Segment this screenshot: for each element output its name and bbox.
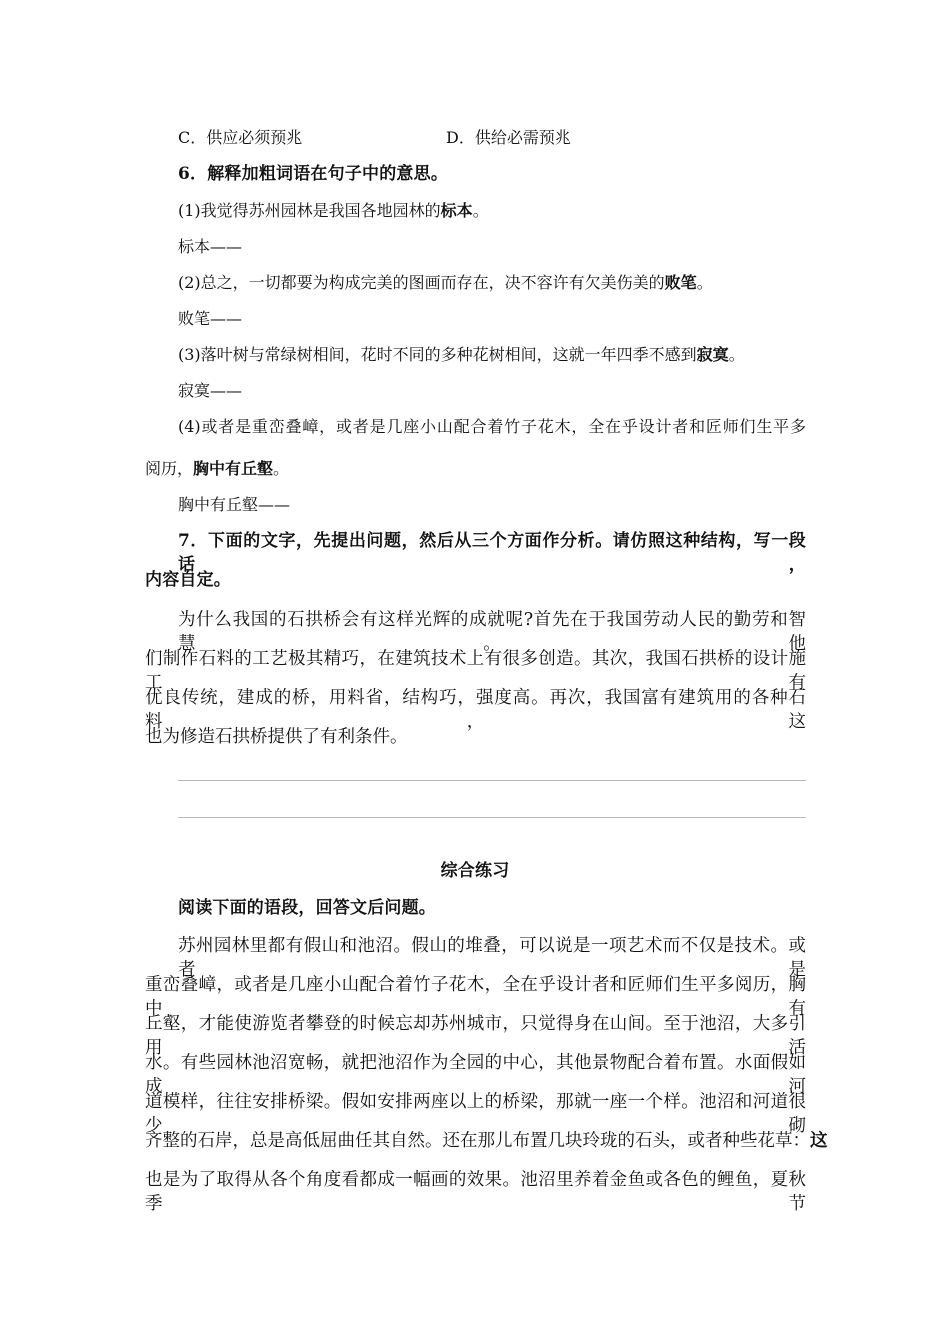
passage-line: 也是为了取得从各个角度看都成一幅画的效果。池沼里养着金鱼或各色的鲤鱼，夏秋季节: [145, 1170, 806, 1214]
section-title: 综合练习: [440, 861, 510, 881]
bold-term: 标本: [440, 201, 473, 220]
option-d: D．供给必需预兆: [446, 128, 571, 147]
passage-line: 丘壑，才能使游览者攀登的时候忘却苏州城市，只觉得身在山间。至于池沼，大多引用活: [145, 1014, 806, 1058]
passage-line: 水。有些园林池沼宽畅，就把池沼作为全园的中心，其他景物配合着布置。水面假如成河: [145, 1053, 806, 1097]
q6-answer-1: 标本——: [178, 237, 243, 256]
q7-heading-line2: 内容自定。: [145, 570, 231, 590]
answer-line[interactable]: [178, 780, 806, 781]
q6-heading: 6．解释加粗词语在句子中的意思。: [178, 164, 449, 184]
q6-answer-3: 寂寞——: [178, 381, 243, 400]
answer-line[interactable]: [178, 817, 806, 818]
option-c: C．供应必须预兆: [178, 128, 303, 147]
q7-passage-line: 们制作石料的工艺极其精巧，在建筑技术上有很多创造。其次，我国石拱桥的设计施工有: [145, 649, 806, 693]
bold-char: 这: [810, 1131, 828, 1151]
bold-term: 胸中有丘壑: [193, 459, 274, 478]
passage-line: 道模样，往往安排桥梁。假如安排两座以上的桥梁，那就一座一个样。池沼和河道很少砌: [145, 1092, 806, 1136]
q7-passage-line: 为什么我国的石拱桥会有这样光辉的成就呢?首先在于我国劳动人民的勤劳和智慧。他: [178, 610, 806, 654]
bold-term: 寂寞: [696, 345, 729, 364]
q6-answer-2: 败笔——: [178, 309, 243, 328]
passage-line: 重峦叠嶂，或者是几座小山配合着竹子花木，全在乎设计者和匠师们生平多阅历，胸中有: [145, 975, 806, 1019]
section-instruction: 阅读下面的语段，回答文后问题。: [178, 898, 436, 918]
q7-heading-line1: 7．下面的文字，先提出问题，然后从三个方面作分析。请仿照这种结构，写一段话，: [178, 531, 806, 575]
q6-answer-4: 胸中有丘壑——: [178, 495, 291, 514]
q6-item-3: (3)落叶树与常绿树相间，花时不同的多种花树相间，这就一年四季不感到寂寞。: [178, 345, 745, 364]
passage-line: 齐整的石岸，总是高低屈曲任其自然。还在那儿布置几块玲珑的石头，或者种些花草： 这: [145, 1131, 828, 1151]
q6-item-2: (2)总之，一切都要为构成完美的图画而存在，决不容许有欠美伤美的败笔。: [178, 273, 713, 292]
q7-passage-line: 也为修造石拱桥提供了有利条件。: [145, 727, 408, 747]
q6-item-4-line2: 阅历，胸中有丘壑。: [145, 459, 290, 478]
q6-item-1: (1)我觉得苏州园林是我国各地园林的标本。: [178, 201, 489, 220]
q7-passage-line: 优良传统，建成的桥，用料省，结构巧，强度高。再次，我国富有建筑用的各种石料，这: [145, 688, 806, 732]
bold-term: 败笔: [664, 273, 697, 292]
passage-line: 苏州园林里都有假山和池沼。假山的堆叠，可以说是一项艺术而不仅是技术。或者是: [178, 936, 806, 980]
q6-item-4-line1: (4)或者是重峦叠嶂，或者是几座小山配合着竹子花木，全在乎设计者和匠师们生平多: [178, 417, 806, 436]
